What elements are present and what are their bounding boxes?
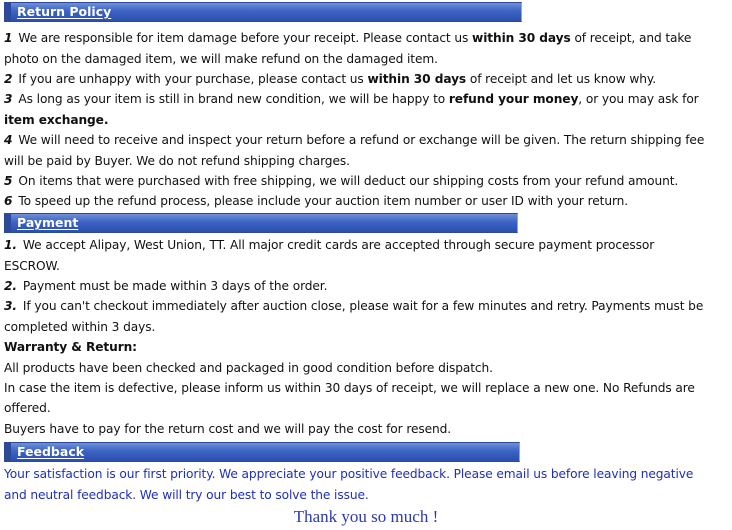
- thank-you-message: Thank you so much !: [293, 507, 439, 526]
- item-number: 3.: [4, 299, 17, 313]
- feedback-title: Feedback: [17, 444, 85, 459]
- banner-notch: [5, 3, 11, 21]
- item-text: of receipt and let us know why.: [466, 72, 656, 86]
- return-policy-title: Return Policy: [17, 4, 112, 19]
- item-emphasis: within 30 days: [472, 31, 571, 45]
- return-item-3-line2: [4, 112, 108, 128]
- warranty-heading: [4, 339, 137, 355]
- item-text: We accept Alipay, West Union, TT. All major credit cards are accepted through secure payment processor: [22, 238, 655, 252]
- item-text: If you are unhappy with your purchase, please contact us: [18, 72, 368, 86]
- return-item-1-line2: photo on the damaged item, we will make refund on the damaged item.: [4, 52, 438, 66]
- warranty-line: In case the item is defective, please inform us within 30 days of receipt, we will replace a new one. No Refunds are: [4, 381, 695, 395]
- item-text: Payment must be made within 3 days of the order.: [22, 279, 328, 293]
- return-item-4-line1: [4, 132, 704, 148]
- return-item-6: [4, 193, 628, 209]
- banner-notch: [5, 214, 11, 232]
- return-item-4-line2: will be paid by Buyer. We do not refund shipping charges.: [4, 154, 350, 168]
- item-number: 2: [4, 72, 13, 86]
- item-text: of receipt, and take: [570, 31, 692, 45]
- feedback-line: and neutral feedback. We will try our best to solve the issue.: [4, 488, 369, 502]
- feedback-line: Your satisfaction is our first priority. We appreciate your positive feedback. Please email us before leaving negative: [4, 467, 694, 481]
- payment-banner: [4, 213, 518, 233]
- item-emphasis: refund your money: [448, 92, 579, 106]
- item-text: To speed up the refund process, please include your auction item number or user ID with your return.: [18, 194, 629, 208]
- banner-notch: [5, 443, 11, 461]
- warranty-line: Buyers have to pay for the return cost and we will pay the cost for resend.: [4, 422, 452, 436]
- item-text: We are responsible for item damage before your receipt. Please contact us: [18, 31, 473, 45]
- item-emphasis: item exchange.: [4, 113, 109, 127]
- item-text: We will need to receive and inspect your return before a refund or exchange will be given. The return shipping fee: [18, 133, 705, 147]
- item-emphasis: within 30 days: [367, 72, 467, 86]
- payment-item-1-line2: ESCROW.: [4, 259, 60, 273]
- warranty-heading-text: Warranty & Return:: [4, 340, 137, 354]
- item-text: As long as your item is still in brand new condition, we will be happy to: [18, 92, 449, 106]
- item-number: 4: [4, 133, 13, 147]
- warranty-line: offered.: [4, 401, 51, 415]
- item-number: 2.: [4, 279, 17, 293]
- return-policy-banner: [4, 2, 522, 22]
- item-number: 3: [4, 92, 13, 106]
- item-text: If you can't checkout immediately after auction close, please wait for a few minutes and retry. Payments must be: [22, 299, 704, 313]
- item-number: 5: [4, 174, 13, 188]
- item-text: On items that were purchased with free shipping, we will deduct our shipping costs from your refund amount.: [18, 174, 679, 188]
- payment-item-3-line2: completed within 3 days.: [4, 320, 156, 334]
- payment-item-1-line1: [4, 237, 654, 253]
- item-text: , or you may ask for: [578, 92, 699, 106]
- payment-title: Payment: [17, 215, 79, 230]
- return-item-2: [4, 71, 656, 87]
- payment-item-2: [4, 278, 327, 294]
- payment-item-3-line1: [4, 298, 703, 314]
- return-item-1-line1: [4, 30, 691, 46]
- item-number: 6: [4, 194, 13, 208]
- feedback-banner: [4, 442, 520, 462]
- return-item-3-line1: [4, 91, 699, 107]
- return-item-5: [4, 173, 678, 189]
- warranty-line: All products have been checked and packaged in good condition before dispatch.: [4, 361, 493, 375]
- item-number: 1: [4, 31, 13, 45]
- item-number: 1.: [4, 238, 17, 252]
